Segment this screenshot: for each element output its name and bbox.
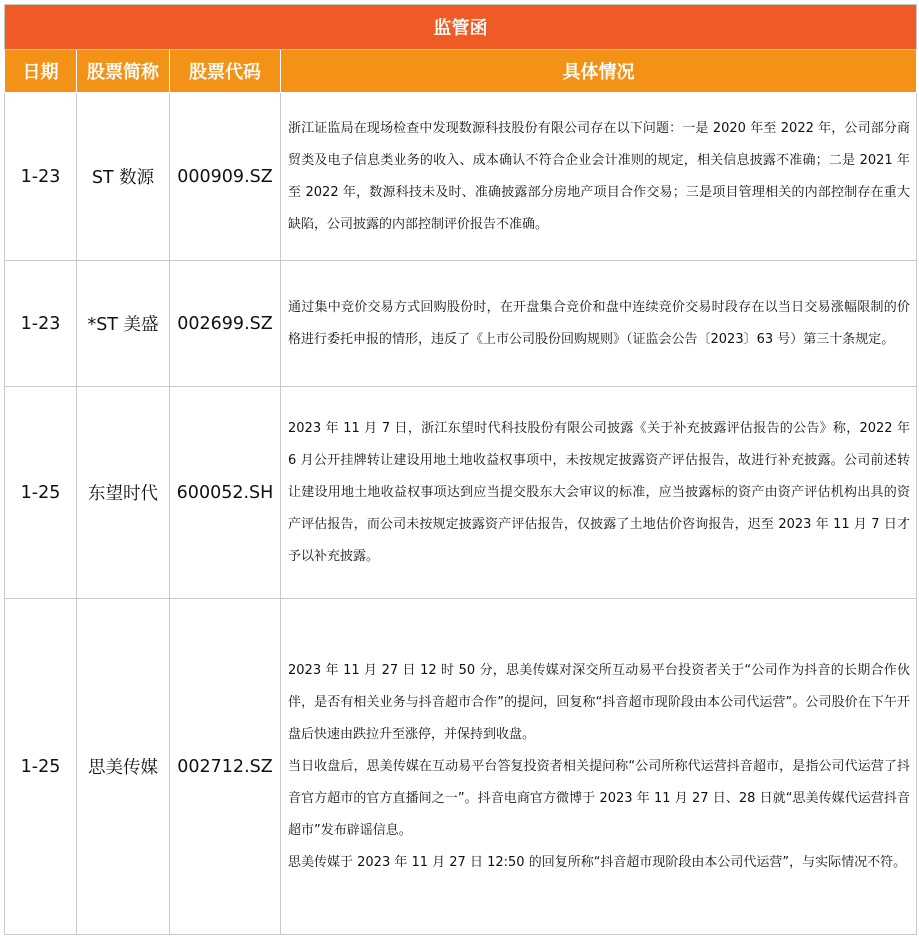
row-date: 1-23: [5, 93, 77, 261]
header-row: [5, 50, 917, 93]
header-detail: 具体情况: [281, 50, 917, 93]
regulatory-letter-table-container: [4, 4, 916, 935]
table-row: [5, 599, 917, 935]
row-date: 1-23: [5, 261, 77, 387]
row-stock-code: 002699.SZ: [170, 261, 281, 387]
row-stock-code: 000909.SZ: [170, 93, 281, 261]
row-stock-code: 600052.SH: [170, 387, 281, 599]
table-row: [5, 261, 917, 387]
detail-paragraph: 2023 年 11 月 27 日 12 时 50 分，思美传媒对深交所互动易平台投资者关于“公司作为抖音的长期合作伙伴，是否有相关业务与抖音超市合作”的提问，回复称“抖音超市现阶段由本公司代运营”。公司股价在下午开盘后快速由跌拉升至涨停，并保持到收盘。: [288, 662, 910, 742]
row-detail: [281, 387, 917, 599]
table-row: [5, 93, 917, 261]
detail-paragraph: 当日收盘后，思美传媒在互动易平台答复投资者相关提问称“公司所称代运营抖音超市，是指公司代运营了抖音官方超市的官方直播间之一”。抖音电商官方微博于 2023 年 11 月 27 日、28 日就“思美传媒代运营抖音超市”发布辟谣信息。: [288, 758, 910, 838]
regulatory-letter-table: [4, 4, 917, 935]
header-stock-name: 股票简称: [77, 50, 170, 93]
table-row: [5, 387, 917, 599]
row-stock-name: 思美传媒: [77, 599, 170, 935]
detail-paragraph: 通过集中竞价交易方式回购股份时，在开盘集合竞价和盘中连续竞价交易时段存在以当日交易涨幅限制的价格进行委托申报的情形，违反了《上市公司股份回购规则》（证监会公告〔2023〕63 号）第三十条规定。: [288, 299, 910, 347]
table-title: 监管函: [5, 5, 917, 50]
detail-paragraph: 浙江证监局在现场检查中发现数源科技股份有限公司存在以下问题：一是 2020 年至 2022 年，公司部分商贸类及电子信息类业务的收入、成本确认不符合企业会计准则的规定，相关信息披露不准确；二是 2021 年至 2022 年，数源科技未及时、准确披露部分房地产项目合作交易；三是项目管理相关的内部控制存在重大缺陷，公司披露的内部控制评价报告不准确。: [288, 120, 910, 232]
detail-paragraph: 思美传媒于 2023 年 11 月 27 日 12:50 的回复所称“抖音超市现阶段由本公司代运营”，与实际情况不符。: [288, 854, 907, 870]
row-stock-name: 东望时代: [77, 387, 170, 599]
row-stock-name: *ST 美盛: [77, 261, 170, 387]
title-row: [5, 5, 917, 50]
header-date: 日期: [5, 50, 77, 93]
row-stock-name: ST 数源: [77, 93, 170, 261]
row-date: 1-25: [5, 387, 77, 599]
row-detail: [281, 93, 917, 261]
row-stock-code: 002712.SZ: [170, 599, 281, 935]
detail-paragraph: 2023 年 11 月 7 日，浙江东望时代科技股份有限公司披露《关于补充披露评估报告的公告》称，2022 年 6 月公开挂牌转让建设用地土地收益权事项中，未按规定披露资产评估报告，故进行补充披露。公司前述转让建设用地土地收益权事项达到应当提交股东大会审议的标准，应当披露标的资产由资产评估机构出具的资产评估报告，而公司未按规定披露资产评估报告，仅披露了土地估价咨询报告，迟至 2023 年 11 月 7 日才予以补充披露。: [288, 420, 910, 564]
row-detail: [281, 599, 917, 935]
row-detail: [281, 261, 917, 387]
row-date: 1-25: [5, 599, 77, 935]
header-stock-code: 股票代码: [170, 50, 281, 93]
